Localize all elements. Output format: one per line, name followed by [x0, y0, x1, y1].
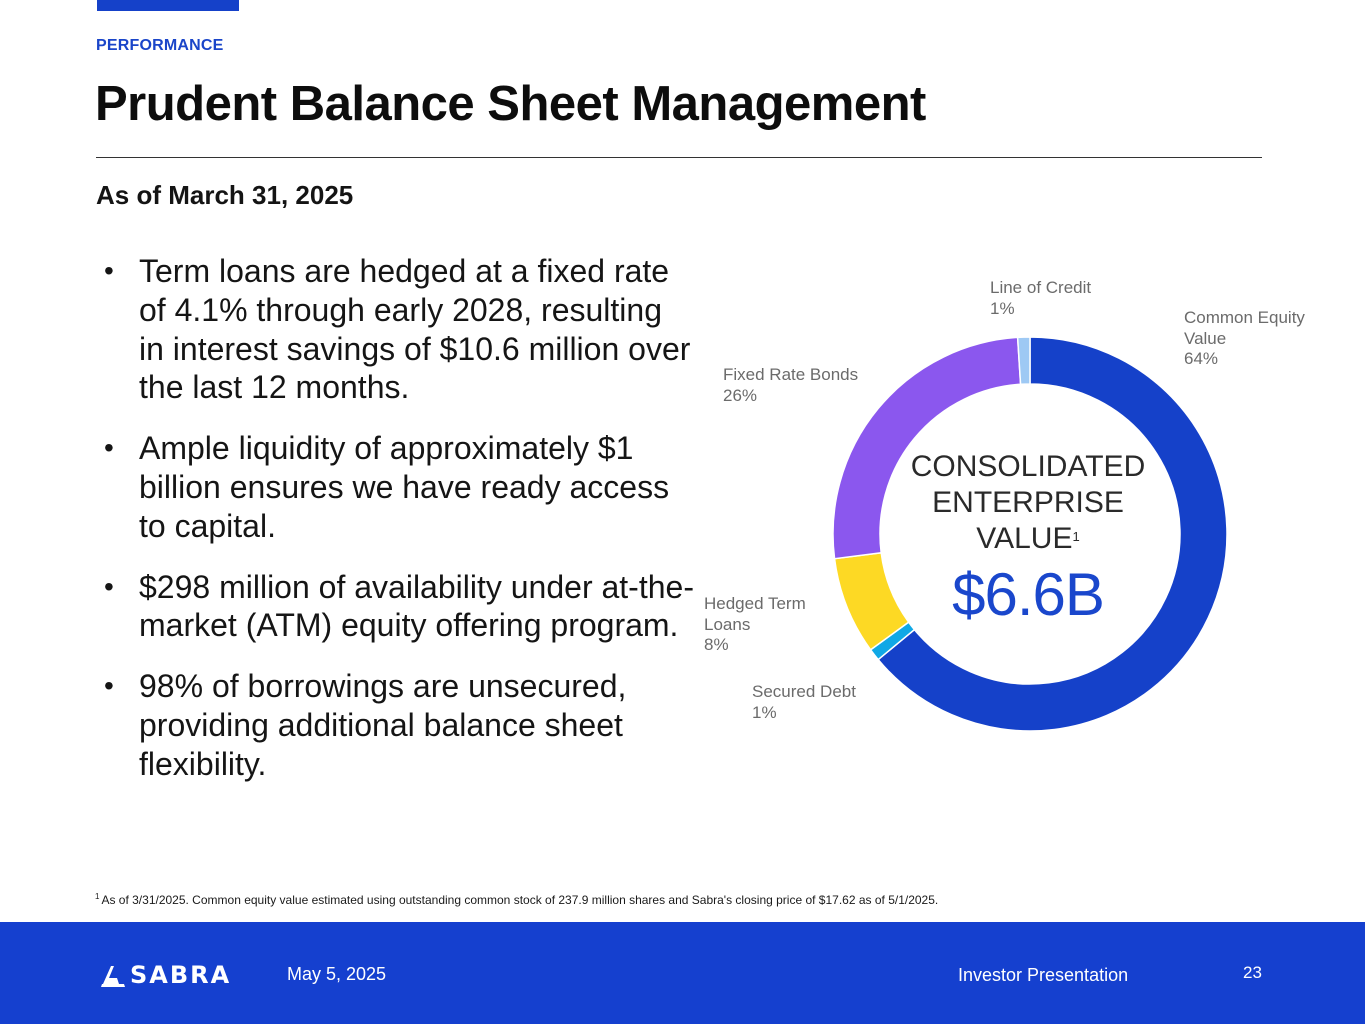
slice-percent: 8%: [704, 635, 729, 654]
section-label: PERFORMANCE: [96, 37, 224, 54]
slice-name: Hedged Term Loans: [704, 594, 806, 634]
top-accent-bar: [97, 0, 239, 11]
slice-label-common-equity: [1184, 308, 1305, 370]
center-label-text: CONSOLIDATED ENTERPRISE VALUE: [910, 450, 1146, 555]
slice-label-fixed-rate-bonds: [723, 365, 858, 406]
slice-percent: 1%: [990, 298, 1015, 318]
footer-bar: [0, 922, 1365, 1024]
slice-percent: 26%: [723, 385, 758, 405]
footnote-marker: 1: [95, 892, 100, 901]
bullet-list: [104, 252, 694, 806]
slice-name: Line of Credit: [990, 278, 1092, 297]
donut-slice-5: [1018, 337, 1030, 384]
sabra-logo: [100, 962, 240, 988]
slice-label-line-of-credit: [990, 278, 1091, 319]
slice-label-secured-debt: [752, 682, 856, 723]
footer-presentation-title: Investor Presentation: [958, 965, 1129, 985]
slice-name: Fixed Rate Bonds: [723, 365, 859, 384]
sabra-logo-icon: [100, 962, 126, 988]
footnote: [95, 893, 938, 907]
bullet-item: • $298 million of availability under at-the-market (ATM) equity offering program.: [104, 568, 694, 646]
slice-name: Common Equity Value: [1184, 308, 1305, 348]
page-title: Prudent Balance Sheet Management: [95, 77, 926, 131]
donut-center-value: $6.6B: [952, 561, 1104, 628]
bullet-item: • 98% of borrowings are unsecured, providing additional balance sheet flexibility.: [104, 667, 694, 783]
title-divider: [96, 157, 1262, 158]
donut-center-label: [910, 449, 1146, 557]
slice-name: Secured Debt: [752, 682, 856, 701]
slice-percent: 1%: [752, 702, 777, 722]
bullet-item: • Term loans are hedged at a fixed rate of 4.1% through early 2028, resulting in interest savings of $10.6 million over the last 12 months.: [104, 252, 694, 407]
footer-date: May 5, 2025: [287, 964, 387, 984]
as-of-date: As of March 31, 2025: [96, 180, 354, 210]
bullet-item: • Ample liquidity of approximately $1 billion ensures we have ready access to capital.: [104, 429, 694, 545]
sabra-logo-text: SABRA: [130, 961, 232, 989]
slice-percent: 64%: [1184, 349, 1219, 368]
page-number: 23: [1243, 963, 1262, 982]
slice-label-hedged-term-loans: [704, 594, 806, 656]
footnote-marker: 1: [1072, 529, 1080, 544]
footnote-text: As of 3/31/2025. Common equity value estimated using outstanding common stock of 237.9 million shares and Sabra's closing price of $17.62 as of 5/1/2025.: [101, 893, 939, 907]
